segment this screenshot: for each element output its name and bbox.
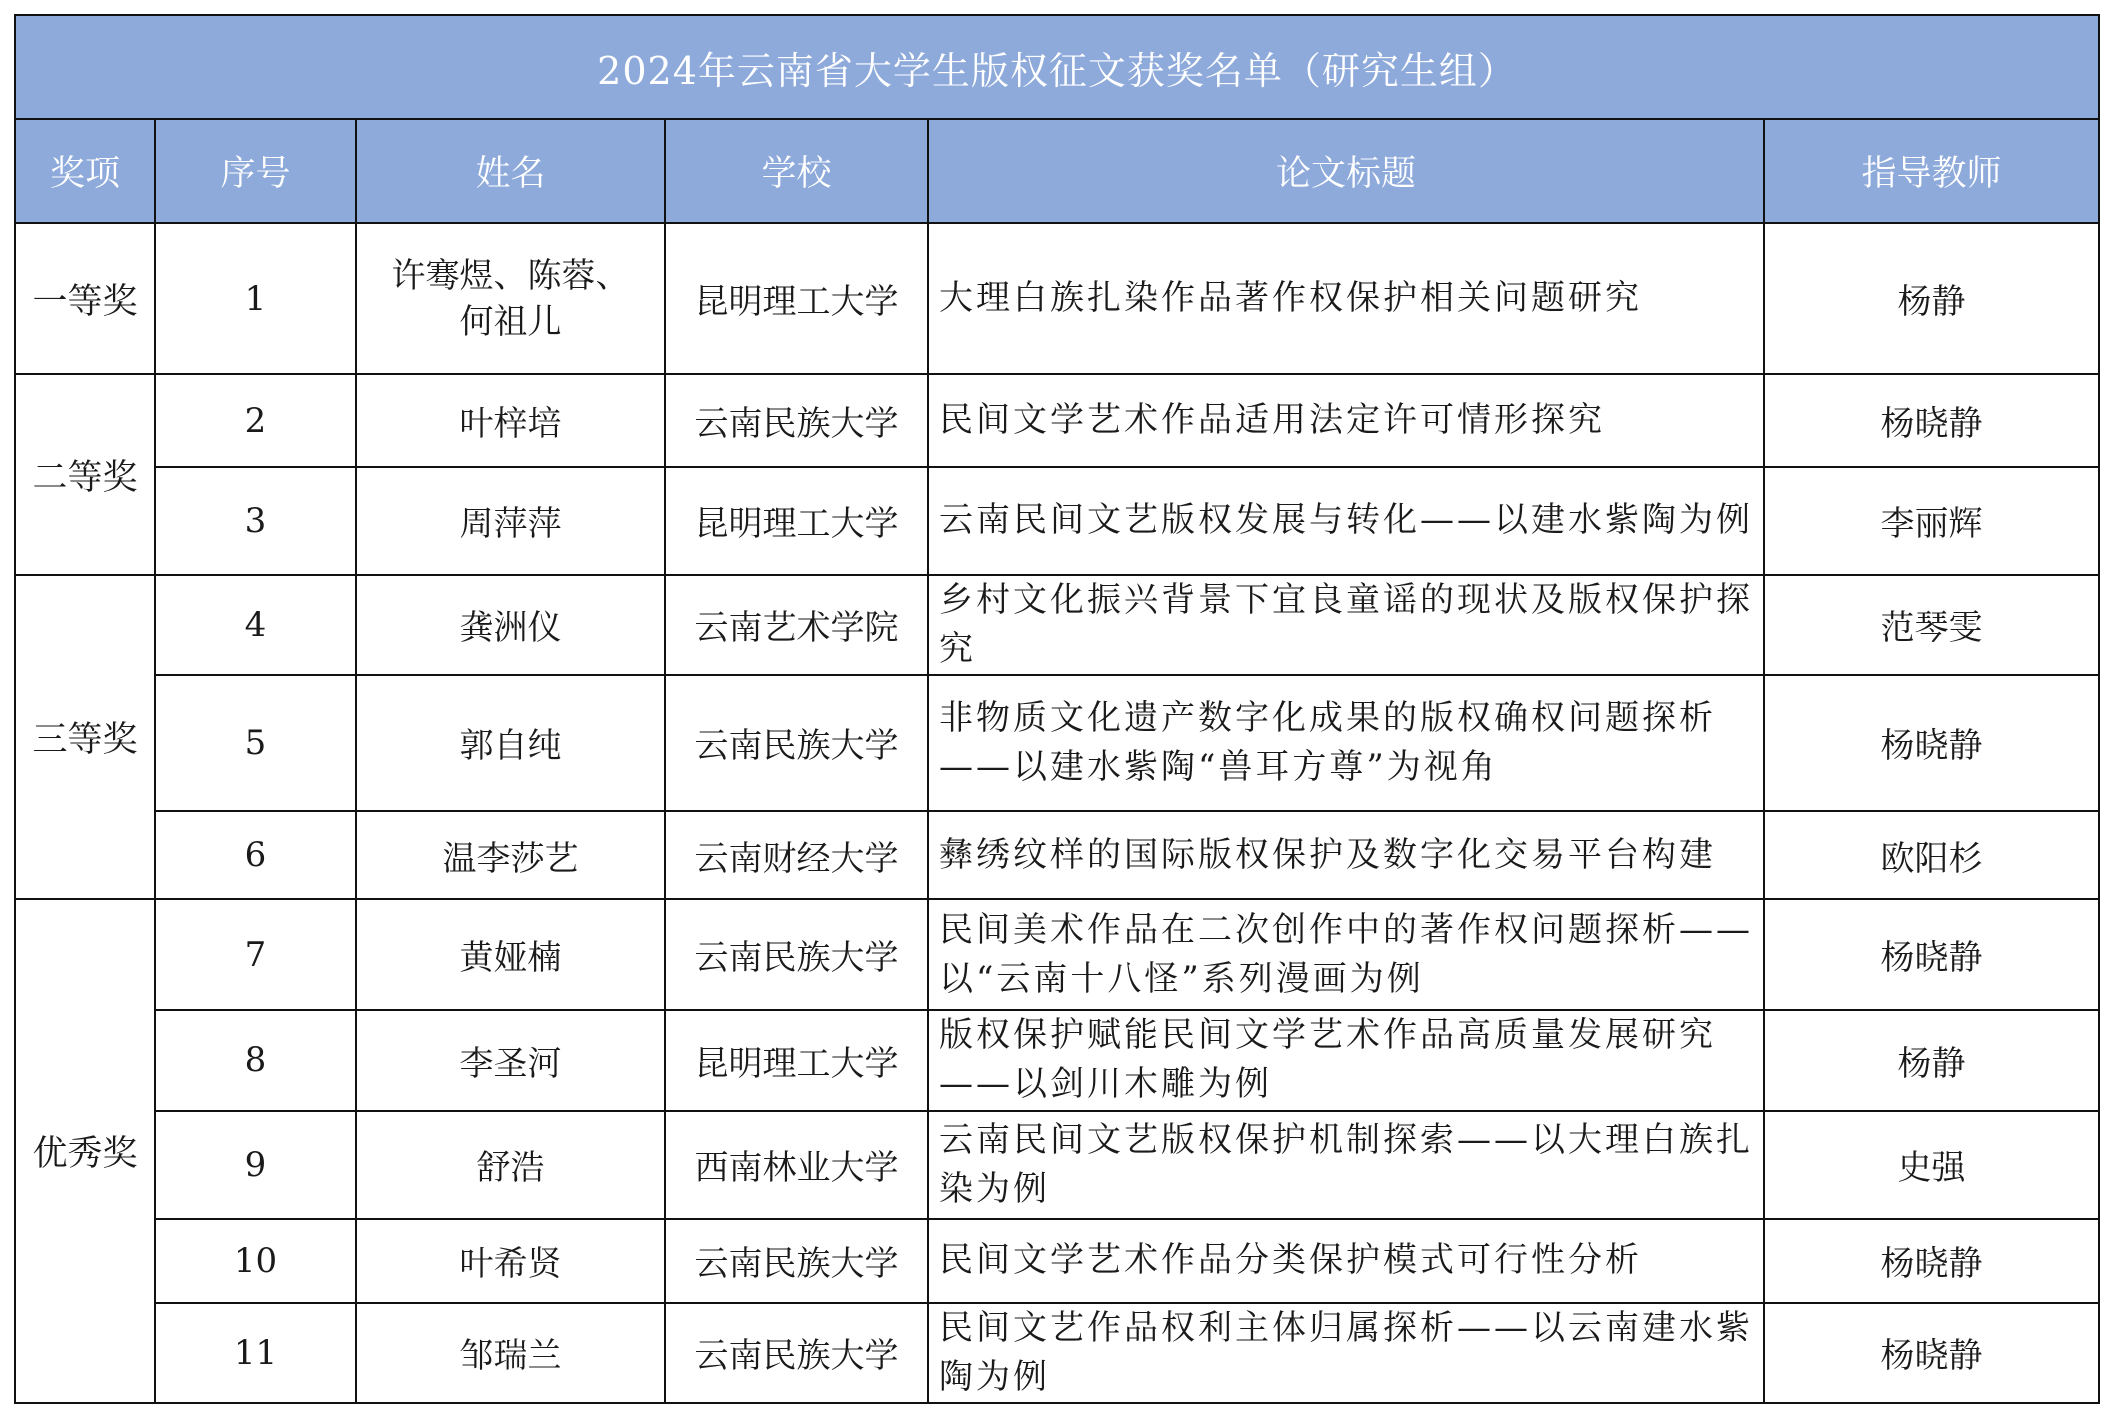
- row-advisor: 李丽辉: [1764, 467, 2099, 575]
- row-school: 云南民族大学: [665, 374, 928, 466]
- table-row: [15, 575, 2099, 675]
- row-school: 西南林业大学: [665, 1111, 928, 1219]
- header-name: 姓名: [356, 119, 665, 223]
- row-advisor: 范琴雯: [1764, 575, 2099, 675]
- row-paper: 云南民间文艺版权保护机制探索——以大理白族扎染为例: [928, 1111, 1764, 1219]
- award-table: [14, 14, 2100, 1404]
- row-name: 黄娅楠: [356, 899, 665, 1010]
- table-row: [15, 223, 2099, 374]
- row-school: 昆明理工大学: [665, 223, 928, 374]
- row-name: 舒浩: [356, 1111, 665, 1219]
- row-school: 云南民族大学: [665, 675, 928, 811]
- row-paper: 版权保护赋能民间文学艺术作品高质量发展研究——以剑川木雕为例: [928, 1010, 1764, 1110]
- row-advisor: 杨晓静: [1764, 675, 2099, 811]
- row-advisor: 杨晓静: [1764, 1219, 2099, 1303]
- row-paper: 民间文艺作品权利主体归属探析——以云南建水紫陶为例: [928, 1303, 1764, 1403]
- row-number: 11: [155, 1303, 356, 1403]
- row-paper: 民间文学艺术作品适用法定许可情形探究: [928, 374, 1764, 466]
- award-excellence-prize: 优秀奖: [15, 899, 155, 1403]
- row-school: 云南艺术学院: [665, 575, 928, 675]
- row-school: 昆明理工大学: [665, 1010, 928, 1110]
- row-name: 邹瑞兰: [356, 1303, 665, 1403]
- row-advisor: 杨晓静: [1764, 899, 2099, 1010]
- table-row: [15, 1111, 2099, 1219]
- row-name: 李圣河: [356, 1010, 665, 1110]
- row-number: 8: [155, 1010, 356, 1110]
- row-name: 郭自纯: [356, 675, 665, 811]
- row-paper: 民间美术作品在二次创作中的著作权问题探析——以“云南十八怪”系列漫画为例: [928, 899, 1764, 1010]
- row-number: 1: [155, 223, 356, 374]
- header-paper: 论文标题: [928, 119, 1764, 223]
- row-paper: 彝绣纹样的国际版权保护及数字化交易平台构建: [928, 811, 1764, 899]
- row-number: 2: [155, 374, 356, 466]
- row-paper: 非物质文化遗产数字化成果的版权确权问题探析——以建水紫陶“兽耳方尊”为视角: [928, 675, 1764, 811]
- row-name: 龚洲仪: [356, 575, 665, 675]
- row-school: 云南民族大学: [665, 1303, 928, 1403]
- header-advisor: 指导教师: [1764, 119, 2099, 223]
- row-school: 云南财经大学: [665, 811, 928, 899]
- header-award: 奖项: [15, 119, 155, 223]
- row-name: 温李莎艺: [356, 811, 665, 899]
- table-row: [15, 675, 2099, 811]
- row-number: 6: [155, 811, 356, 899]
- row-name: 周萍萍: [356, 467, 665, 575]
- row-paper: 乡村文化振兴背景下宜良童谣的现状及版权保护探究: [928, 575, 1764, 675]
- row-advisor: 欧阳杉: [1764, 811, 2099, 899]
- table-row: [15, 1010, 2099, 1110]
- title-row: [15, 15, 2099, 119]
- award-first-prize: 一等奖: [15, 223, 155, 374]
- row-paper: 民间文学艺术作品分类保护模式可行性分析: [928, 1219, 1764, 1303]
- table-row: [15, 467, 2099, 575]
- table-row: [15, 899, 2099, 1010]
- award-third-prize: 三等奖: [15, 575, 155, 899]
- row-school: 昆明理工大学: [665, 467, 928, 575]
- row-school: 云南民族大学: [665, 899, 928, 1010]
- row-advisor: 杨晓静: [1764, 374, 2099, 466]
- row-paper: 大理白族扎染作品著作权保护相关问题研究: [928, 223, 1764, 374]
- row-number: 3: [155, 467, 356, 575]
- table-row: [15, 811, 2099, 899]
- row-advisor: 杨静: [1764, 1010, 2099, 1110]
- row-number: 7: [155, 899, 356, 1010]
- header-number: 序号: [155, 119, 356, 223]
- table-title: 2024年云南省大学生版权征文获奖名单（研究生组）: [15, 15, 2099, 119]
- row-number: 4: [155, 575, 356, 675]
- row-number: 5: [155, 675, 356, 811]
- row-school: 云南民族大学: [665, 1219, 928, 1303]
- table-row: [15, 1303, 2099, 1403]
- row-number: 10: [155, 1219, 356, 1303]
- row-name: 叶希贤: [356, 1219, 665, 1303]
- table-row: [15, 1219, 2099, 1303]
- row-advisor: 杨晓静: [1764, 1303, 2099, 1403]
- row-advisor: 史强: [1764, 1111, 2099, 1219]
- header-row: [15, 119, 2099, 223]
- header-school: 学校: [665, 119, 928, 223]
- row-paper: 云南民间文艺版权发展与转化——以建水紫陶为例: [928, 467, 1764, 575]
- table-row: [15, 374, 2099, 466]
- row-number: 9: [155, 1111, 356, 1219]
- row-name: [356, 223, 665, 374]
- award-second-prize: 二等奖: [15, 374, 155, 574]
- row-advisor: 杨静: [1764, 223, 2099, 374]
- row-name-text: 许骞煜、陈蓉、何祖儿: [391, 255, 630, 342]
- row-name: 叶梓培: [356, 374, 665, 466]
